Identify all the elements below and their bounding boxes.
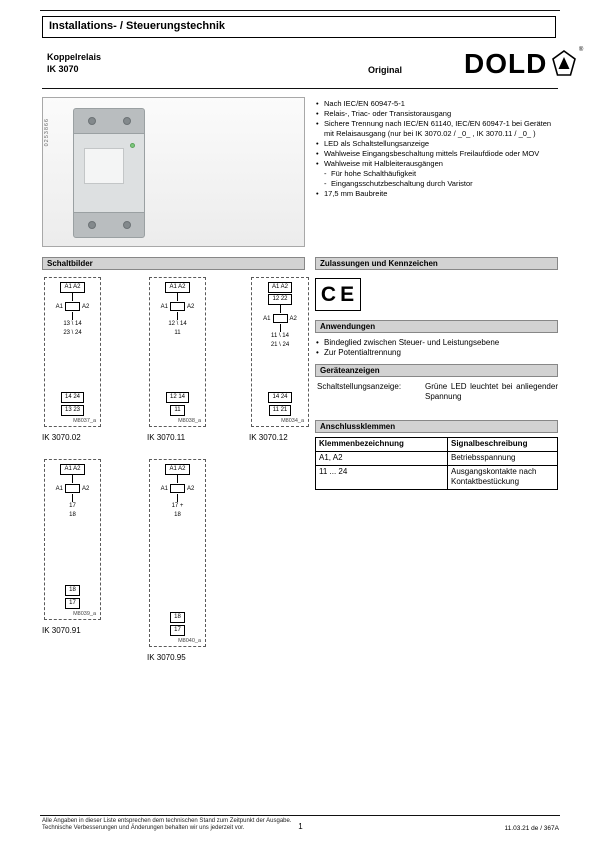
coil-terminal-a2: A2 (82, 485, 90, 492)
wire (280, 324, 281, 332)
coil-terminal-a2: A2 (289, 315, 297, 322)
coil-terminal-a2: A2 (187, 303, 195, 310)
indicator-label: Schaltstellungsanzeige: (317, 382, 402, 391)
wire (72, 494, 73, 502)
document-reference: 11.03.21 de / 367A (504, 825, 559, 832)
diagram-code: M8034_a (281, 418, 304, 424)
feature-sub-item: - Für hohe Schalthäufigkeit (315, 169, 560, 179)
registered-symbol: ® (578, 47, 584, 53)
wire (177, 312, 178, 320)
footer-rule (40, 815, 560, 816)
relay-device-illustration (73, 108, 145, 238)
wire (72, 312, 73, 320)
brand-logo (464, 47, 584, 79)
wire (177, 475, 178, 483)
page-number: 1 (298, 822, 303, 831)
diagram-caption: IK 3070.02 (42, 433, 81, 442)
coil-terminal-a1: A1 (263, 315, 271, 322)
footer-note-2: Technische Verbesserungen und Änderungen behalten wir uns jederzeit vor. (42, 825, 245, 831)
contact-label: 21 \ 24 (270, 342, 290, 348)
coil-terminal-a1: A1 (55, 485, 63, 492)
coil-terminal-a1: A1 (160, 485, 168, 492)
feature-item: • Sichere Trennung nach IEC/EN 61140, IEC/EN 60947-1 bei Geräten mit Relaisausgang (nur bei IK 3070.02 / _0_ , IK 3070.11 / _0_ ) (315, 119, 560, 139)
terminal-screw-icon (88, 221, 96, 229)
terminal-screw-icon (123, 117, 131, 125)
terminal-box-bottom: 11 (170, 405, 184, 416)
wire (177, 293, 178, 301)
ce-mark-text: CE (320, 282, 359, 306)
table-header-row (316, 438, 558, 452)
contact-label: 17 (69, 503, 76, 509)
coil-rect (273, 314, 288, 323)
device-body (73, 134, 145, 212)
terminal-box-top: A1 A2 (60, 464, 84, 475)
section-header-anschlussklemmen: Anschlussklemmen (315, 420, 558, 433)
section-header-geraeteanzeigen: Geräteanzeigen (315, 364, 558, 377)
original-label: Original (368, 65, 403, 75)
contact-label: 11 (174, 330, 181, 336)
terminal-screw-icon (123, 221, 131, 229)
terminal-box-bottom: 14 24 (61, 392, 84, 403)
table-cell: Betriebsspannung (448, 452, 558, 466)
device-led-icon (130, 143, 135, 148)
device-terminal-block-top (73, 108, 145, 134)
feature-item: • Relais-, Triac- oder Transistorausgang (315, 109, 560, 119)
contact-label: 11 \ 14 (271, 333, 289, 339)
terminal-box-top2: 12 22 (268, 294, 291, 305)
terminal-box-top: A1 A2 (60, 282, 84, 293)
device-terminal-block-bottom (73, 212, 145, 238)
anwendung-item: • Zur Potentialtrennung (315, 348, 558, 358)
terminal-screw-icon (88, 117, 96, 125)
diagram-caption: IK 3070.12 (249, 433, 288, 442)
feature-item: • Wahlweise Eingangsbeschaltung mittels Freilaufdiode oder MOV (315, 149, 560, 159)
photo-id-code: 0253866 (44, 118, 50, 147)
table-cell: A1, A2 (316, 452, 448, 466)
contact-label: 18 (69, 512, 76, 518)
table-header-cell: Signalbeschreibung (448, 438, 558, 452)
coil-terminal-a2: A2 (187, 485, 195, 492)
coil-rect (170, 302, 185, 311)
anwendung-item: • Bindeglied zwischen Steuer- und Leistungsebene (315, 338, 558, 348)
ce-mark (315, 278, 361, 311)
schematic-ik3070-91 (44, 459, 101, 620)
section-header-schaltbilder: Schaltbilder (42, 257, 305, 270)
wire (72, 475, 73, 483)
product-name: Koppelrelais (47, 52, 102, 62)
table-header-cell: Klemmenbezeichnung (316, 438, 448, 452)
header-divider (42, 88, 558, 89)
diagram-caption: IK 3070.11 (147, 433, 186, 442)
feature-item: • Wahlweise mit Halbleiterausgängen (315, 159, 560, 169)
product-photo (42, 97, 305, 247)
terminal-box-top: A1 A2 (165, 464, 189, 475)
footer-note-1: Alle Angaben in dieser Liste entsprechen dem technischen Stand zum Zeitpunkt der Ausgabe. (42, 818, 292, 824)
table-cell: 11 ... 24 (316, 466, 448, 490)
coil-rect (170, 484, 185, 493)
brand-wordmark: DOLD (464, 48, 548, 79)
diagram-code: M8040_a (178, 638, 201, 644)
terminal-box-bottom: 13 23 (61, 405, 84, 416)
wire (72, 293, 73, 301)
terminal-box-top: A1 A2 (165, 282, 189, 293)
coil-symbol (56, 302, 90, 311)
diagram-code: M8037_a (73, 418, 96, 424)
seal-icon (552, 50, 576, 77)
diagram-caption: IK 3070.95 (147, 653, 186, 662)
device-label-area (84, 148, 124, 184)
product-model: IK 3070 (47, 64, 79, 74)
page-top-rule (40, 10, 560, 11)
coil-symbol (263, 314, 297, 323)
anwendungen-list (315, 338, 558, 358)
coil-symbol (56, 484, 90, 493)
contact-label: 13 \ 14 (63, 321, 82, 327)
terminal-box-bottom: 17 (170, 625, 185, 636)
schematic-ik3070-12 (251, 277, 309, 427)
contact-label: 23 \ 24 (63, 330, 82, 336)
page-title: Installations- / Steuerungstechnik (42, 16, 556, 38)
terminal-box-bottom: 12 14 (166, 392, 189, 403)
feature-item: • 17,5 mm Baubreite (315, 189, 560, 199)
diagram-code: M8039_a (73, 611, 96, 617)
section-header-zulassungen: Zulassungen und Kennzeichen (315, 257, 558, 270)
feature-item: • LED als Schaltstellungsanzeige (315, 139, 560, 149)
table-cell: Ausgangskontakte nach Kontaktbestückung (448, 466, 558, 490)
section-header-anwendungen: Anwendungen (315, 320, 558, 333)
coil-symbol (161, 302, 195, 311)
terminal-box-bottom: 17 (65, 598, 80, 609)
terminal-box-bottom: 18 (65, 585, 80, 596)
anschlussklemmen-table (315, 437, 558, 490)
schematic-ik3070-95 (149, 459, 206, 647)
terminal-box-bottom: 18 (170, 612, 185, 623)
schematic-ik3070-02 (44, 277, 101, 427)
contact-label: 18 (174, 512, 181, 518)
coil-terminal-a1: A1 (55, 303, 63, 310)
table-row (316, 452, 558, 466)
contact-label: 17 + (171, 503, 184, 509)
wire (177, 494, 178, 502)
feature-list (315, 99, 560, 199)
terminal-box-top: A1 A2 (268, 282, 292, 293)
terminal-box-bottom: 11 21 (269, 405, 292, 416)
terminal-box-bottom: 14 24 (268, 392, 291, 403)
schematic-ik3070-11 (149, 277, 206, 427)
coil-rect (65, 484, 80, 493)
wire (280, 305, 281, 313)
feature-sub-item: - Eingangsschutzbeschaltung durch Varistor (315, 179, 560, 189)
indicator-value: Grüne LED leuchtet bei anliegender Spannung (425, 382, 558, 401)
dold-certification-mark-icon (552, 47, 584, 77)
contact-label: 12 \ 14 (168, 321, 187, 327)
feature-item: • Nach IEC/EN 60947-5-1 (315, 99, 560, 109)
diagram-caption: IK 3070.91 (42, 626, 81, 635)
coil-terminal-a2: A2 (82, 303, 90, 310)
coil-rect (65, 302, 80, 311)
table-row (316, 466, 558, 490)
coil-terminal-a1: A1 (160, 303, 168, 310)
coil-symbol (161, 484, 195, 493)
diagram-code: M8038_a (178, 418, 201, 424)
